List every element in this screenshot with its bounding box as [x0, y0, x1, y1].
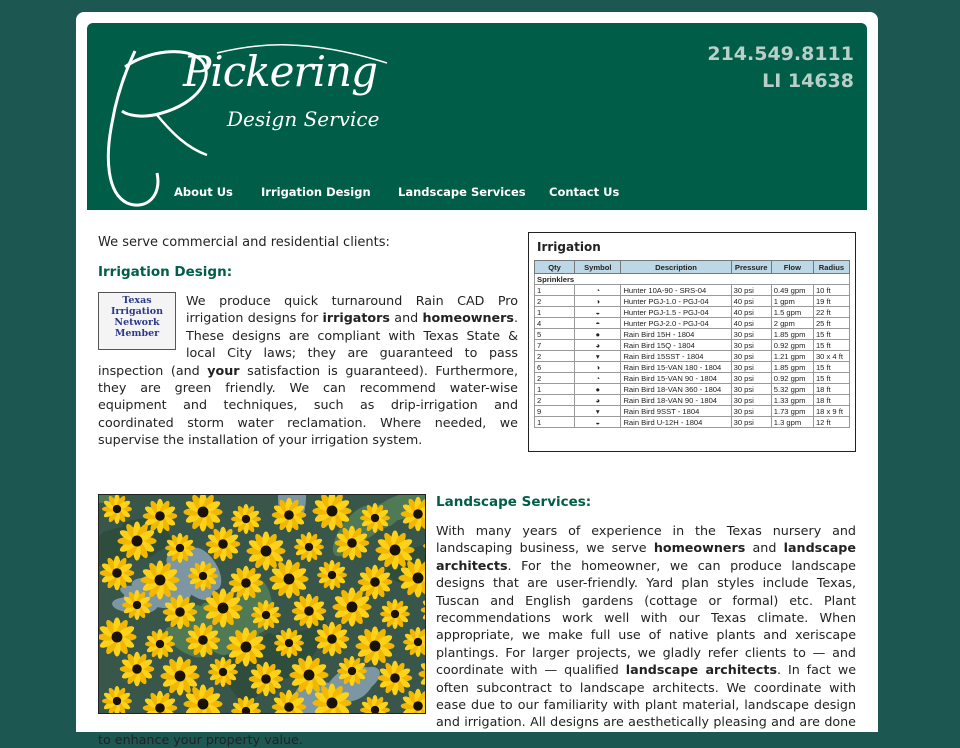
col-description: Description — [621, 261, 731, 274]
sprinkler-symbol-icon: ◒ — [575, 307, 621, 318]
table-row — [535, 362, 850, 373]
table-row — [535, 406, 850, 417]
sprinkler-symbol-icon: ● — [575, 329, 621, 340]
cell-radius: 30 x 4 ft — [813, 351, 849, 362]
nav-landscape-services[interactable]: Landscape Services — [398, 185, 526, 199]
sprinkler-symbol-icon: ▾ — [575, 406, 621, 417]
site-header — [87, 23, 867, 210]
sprinkler-symbol-icon: ◑ — [575, 296, 621, 307]
cell-desc: Rain Bird 9SST - 1804 — [621, 406, 731, 417]
cell-desc: Rain Bird 18-VAN 90 - 1804 — [621, 395, 731, 406]
cell-pressure: 30 psi — [731, 329, 771, 340]
cell-qty: 6 — [535, 362, 575, 373]
cell-radius: 12 ft — [813, 417, 849, 428]
cell-pressure: 40 psi — [731, 296, 771, 307]
tin-badge-text: Texas Irrigation Network Member — [99, 295, 175, 339]
col-flow: Flow — [771, 261, 813, 274]
cell-desc: Rain Bird 18-VAN 360 - 1804 — [621, 384, 731, 395]
table-row — [535, 285, 850, 296]
irrigation-heading: Irrigation Design: — [98, 264, 232, 280]
cell-desc: Rain Bird 15SST - 1804 — [621, 351, 731, 362]
cell-flow: 1.85 gpm — [771, 329, 813, 340]
cell-qty: 1 — [535, 285, 575, 296]
sprinkler-symbol-icon: ◔ — [575, 285, 621, 296]
cell-flow: 1.21 gpm — [771, 351, 813, 362]
col-pressure: Pressure — [731, 261, 771, 274]
cell-qty: 5 — [535, 329, 575, 340]
landscape-paragraph: With many years of experience in the Texas nursery and landscaping business, we serve homeowners and landscape architects. For the homeowner, we can produce landscape designs that are user-friendly. Yard plan styles include Texas, Tuscan and English gardens (cottage or formal) etc. Plant recommendations work well with our Texas climate. When appropriate, we make full use of native plants and xeriscape plantings. For larger projects, we gladly refer clients to — and coordinate with — qualified landscape architects. In fact we often subcontract to landscape architects. We coordinate with ease due to our familiarity with plant material, landscape design and irrigation. All designs are aesthetically pleasing and are done to enhance your property value. — [98, 522, 856, 748]
cell-flow: 1.85 gpm — [771, 362, 813, 373]
cell-qty: 2 — [535, 296, 575, 307]
cell-qty: 7 — [535, 340, 575, 351]
cell-flow: 5.32 gpm — [771, 384, 813, 395]
cell-pressure: 40 psi — [731, 307, 771, 318]
table-title: Irrigation — [537, 240, 601, 254]
irrigation-table-panel — [528, 232, 856, 452]
cell-radius: 15 ft — [813, 340, 849, 351]
cell-radius: 22 ft — [813, 307, 849, 318]
table-row — [535, 351, 850, 362]
table-row — [535, 384, 850, 395]
cell-desc: Rain Bird 15-VAN 90 - 1804 — [621, 373, 731, 384]
license-number: LI 14638 — [762, 70, 854, 92]
cell-radius: 25 ft — [813, 318, 849, 329]
cell-qty: 2 — [535, 395, 575, 406]
sprinkler-symbol-icon: ▾ — [575, 351, 621, 362]
cell-desc: Hunter PGJ-2.0 - PGJ-04 — [621, 318, 731, 329]
cell-radius: 18 ft — [813, 384, 849, 395]
cell-flow: 1.5 gpm — [771, 307, 813, 318]
cell-flow: 0.49 gpm — [771, 285, 813, 296]
col-qty: Qty — [535, 261, 575, 274]
table-row — [535, 340, 850, 351]
cell-qty: 4 — [535, 318, 575, 329]
cell-qty: 9 — [535, 406, 575, 417]
cell-flow: 0.92 gpm — [771, 373, 813, 384]
cell-radius: 15 ft — [813, 362, 849, 373]
cell-desc: Rain Bird 15H - 1804 — [621, 329, 731, 340]
cell-flow: 1.73 gpm — [771, 406, 813, 417]
irrigation-paragraph: We produce quick turnaround Rain CAD Pro irrigation designs for irrigators and homeowners. These designs are compliant with Texas State & local City laws; they are guaranteed to pass inspection (and your satisfaction is guaranteed). Furthermore, they are green friendly. We can recommend water-wise equipment and techniques, such as drip-irrigation and coordinated storm water reclamation. Where needed, we supervise the installation of your irrigation system. — [98, 292, 518, 449]
cell-flow: 1 gpm — [771, 296, 813, 307]
cell-pressure: 30 psi — [731, 362, 771, 373]
cell-qty: 2 — [535, 351, 575, 362]
sprinkler-symbol-icon: ◒ — [575, 417, 621, 428]
cell-flow: 0.92 gpm — [771, 340, 813, 351]
table-row — [535, 296, 850, 307]
cell-pressure: 30 psi — [731, 351, 771, 362]
cell-pressure: 40 psi — [731, 318, 771, 329]
table-row — [535, 395, 850, 406]
cell-desc: Rain Bird 15Q - 1804 — [621, 340, 731, 351]
cell-desc: Hunter 10A-90 - SRS-04 — [621, 285, 731, 296]
intro-text: We serve commercial and residential clients: — [98, 235, 390, 250]
cell-flow: 1.33 gpm — [771, 395, 813, 406]
cell-pressure: 30 psi — [731, 285, 771, 296]
nav-contact-us[interactable]: Contact Us — [549, 185, 619, 199]
brand-subtitle: Design Service — [227, 107, 379, 131]
brand-name[interactable]: Pickering — [183, 47, 377, 96]
cell-qty: 1 — [535, 384, 575, 395]
table-row — [535, 318, 850, 329]
cell-pressure: 30 psi — [731, 384, 771, 395]
cell-radius: 18 x 9 ft — [813, 406, 849, 417]
cell-qty: 1 — [535, 307, 575, 318]
group-label: Sprinklers — [535, 274, 850, 285]
cell-desc: Hunter PGJ-1.5 - PGJ-04 — [621, 307, 731, 318]
cell-radius: 15 ft — [813, 329, 849, 340]
table-row — [535, 307, 850, 318]
cell-qty: 2 — [535, 373, 575, 384]
cell-pressure: 30 psi — [731, 406, 771, 417]
sprinkler-symbol-icon: ◕ — [575, 395, 621, 406]
table-row — [535, 373, 850, 384]
sprinkler-symbol-icon: ◕ — [575, 340, 621, 351]
nav-irrigation-design[interactable]: Irrigation Design — [261, 185, 371, 199]
cell-pressure: 30 psi — [731, 340, 771, 351]
phone-number: 214.549.8111 — [707, 43, 854, 65]
page-container — [76, 12, 878, 732]
sprinkler-symbol-icon: ◑ — [575, 362, 621, 373]
sprinkler-symbol-icon: ◔ — [575, 373, 621, 384]
col-symbol: Symbol — [575, 261, 621, 274]
cell-pressure: 30 psi — [731, 373, 771, 384]
cell-desc: Hunter PGJ-1.0 - PGJ-04 — [621, 296, 731, 307]
col-radius: Radius — [813, 261, 849, 274]
sprinkler-symbol-icon: ◓ — [575, 318, 621, 329]
cell-pressure: 30 psi — [731, 395, 771, 406]
sprinkler-symbol-icon: ● — [575, 384, 621, 395]
cell-radius: 19 ft — [813, 296, 849, 307]
irrigation-table — [534, 260, 850, 428]
cell-qty: 1 — [535, 417, 575, 428]
cell-desc: Rain Bird U-12H - 1804 — [621, 417, 731, 428]
table-row — [535, 417, 850, 428]
cell-desc: Rain Bird 15-VAN 180 - 1804 — [621, 362, 731, 373]
landscape-heading: Landscape Services: — [436, 494, 591, 510]
cell-radius: 18 ft — [813, 395, 849, 406]
nav-about-us[interactable]: About Us — [174, 185, 233, 199]
cell-radius: 10 ft — [813, 285, 849, 296]
cell-radius: 15 ft — [813, 373, 849, 384]
cell-flow: 1.3 gpm — [771, 417, 813, 428]
table-row — [535, 329, 850, 340]
cell-flow: 2 gpm — [771, 318, 813, 329]
cell-pressure: 30 psi — [731, 417, 771, 428]
